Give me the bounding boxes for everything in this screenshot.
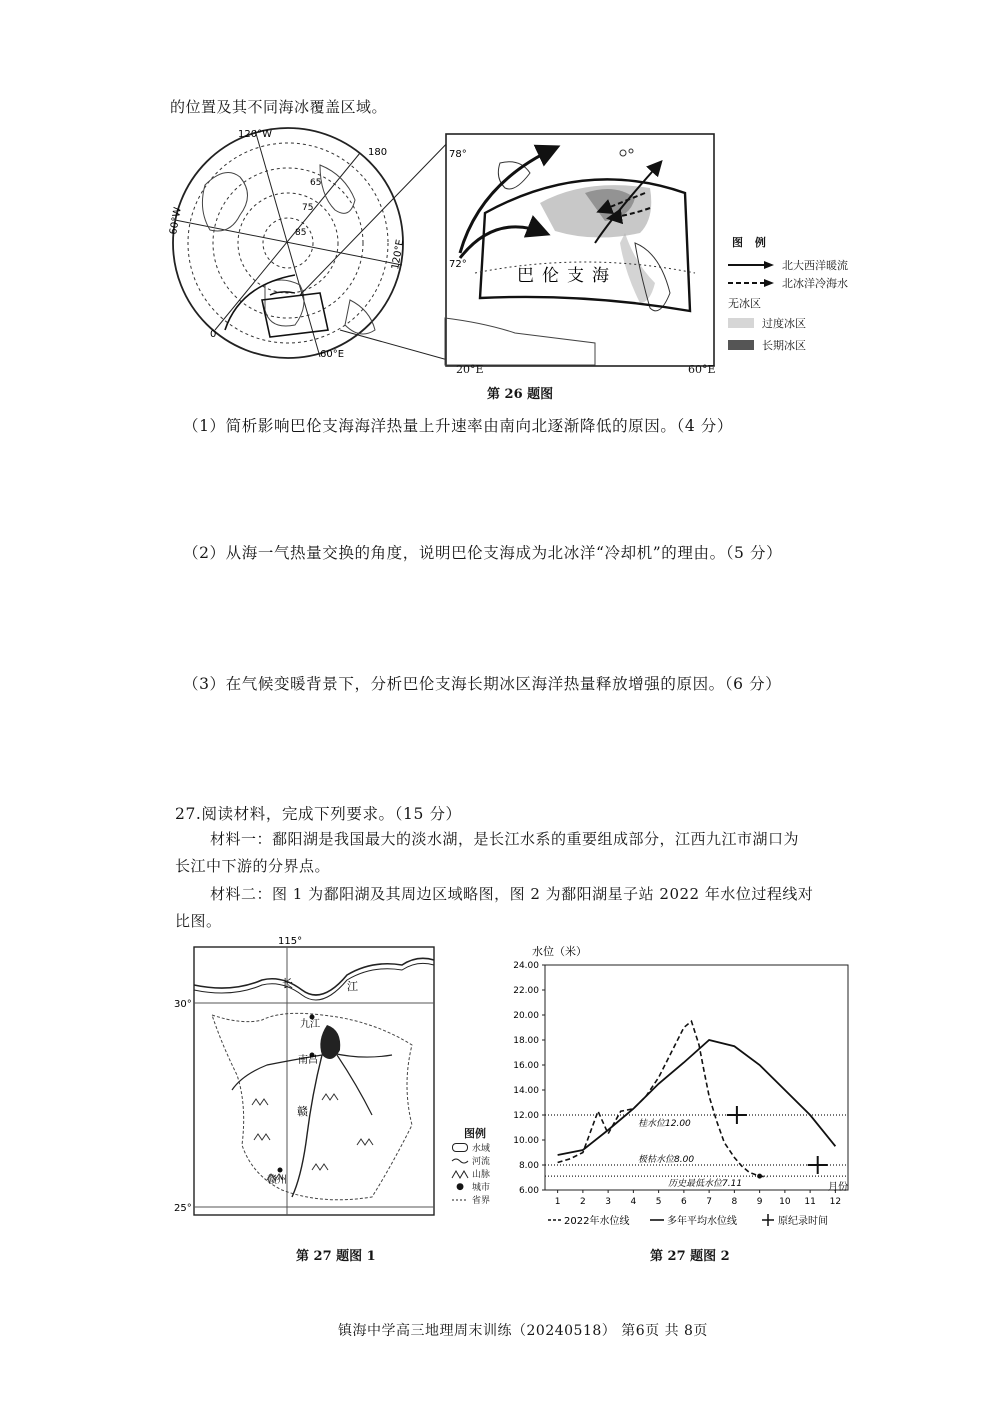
legend-item: 省界 xyxy=(452,1193,512,1206)
question-2: （2）从海一气热量交换的角度，说明巴伦支海成为北冰洋“冷却机”的理由。（5 分） xyxy=(183,544,783,562)
intro-line: 的位置及其不同海冰覆盖区域。 xyxy=(170,98,388,116)
dark-hatch-swatch xyxy=(728,340,754,350)
water-level-chart xyxy=(500,943,870,1233)
connector-lines xyxy=(300,130,460,370)
y-tick-label: 16.00 xyxy=(513,1061,539,1071)
legend-item: 河流 xyxy=(452,1154,512,1167)
lat-label: 78° xyxy=(449,149,467,160)
fig27-2-caption: 第 27 题图 2 xyxy=(650,1249,730,1264)
x-tick-label: 6 xyxy=(681,1197,687,1207)
lon-label: 120°E xyxy=(390,238,407,271)
plot-frame xyxy=(545,965,848,1190)
legend-item: 过度冰区 xyxy=(728,312,868,334)
sea-name: 巴伦支海 xyxy=(517,266,617,286)
fig26-caption: 第 26 题图 xyxy=(487,387,554,402)
solid-arrow-icon xyxy=(728,260,774,270)
barents-detail-map xyxy=(445,133,715,368)
x-tick-label: 12 xyxy=(829,1197,842,1207)
x-tick-label: 4 xyxy=(630,1197,637,1207)
x-tick-label: 2 xyxy=(580,1197,586,1207)
river-label: 江 xyxy=(347,980,358,993)
ref-label-hist: 历史最低水位7.11 xyxy=(668,1179,743,1189)
water-icon xyxy=(452,1143,468,1152)
page-footer: 镇海中学高三地理周末训练（20240518） 第6页 共 8页 xyxy=(338,1323,708,1339)
x-tick-label: 8 xyxy=(731,1197,738,1207)
y-tick-label: 6.00 xyxy=(518,1186,539,1196)
x-tick-label: 3 xyxy=(605,1197,611,1207)
city-dot-icon: ● xyxy=(456,1181,464,1192)
legend-item: 北冰洋冷海水 xyxy=(728,274,868,292)
legend-item: 水域 xyxy=(452,1141,512,1154)
city-label: 南昌 xyxy=(298,1055,318,1066)
y-tick-label: 14.00 xyxy=(513,1086,539,1096)
border-icon xyxy=(452,1196,468,1204)
x-tick-label: 1 xyxy=(554,1197,561,1207)
y-axis-label: 水位（米） xyxy=(532,945,587,958)
lat-label: 30° xyxy=(174,999,192,1010)
lat-label: 65 xyxy=(310,178,322,188)
historic-low-point xyxy=(757,1174,762,1179)
city-label: 九江 xyxy=(300,1019,320,1030)
lon-label: 60°E xyxy=(688,363,716,376)
lat-label: 85 xyxy=(295,228,307,238)
lat-label: 75 xyxy=(302,203,314,213)
legend-avg: 多年平均水位线 xyxy=(667,1216,737,1227)
material-2-line2: 比图。 xyxy=(175,912,222,930)
y-tick-label: 22.00 xyxy=(513,986,539,996)
fig26-legend xyxy=(728,234,868,356)
legend-item: 长期冰区 xyxy=(728,334,868,356)
light-hatch-swatch xyxy=(728,318,754,328)
series-2022-line xyxy=(558,1021,768,1177)
dashed-arrow-icon xyxy=(728,278,774,288)
x-tick-label: 11 xyxy=(804,1197,816,1207)
river-label: 赣 xyxy=(297,1105,308,1118)
city-label: 赣州 xyxy=(267,1175,287,1186)
river-icon xyxy=(452,1157,468,1165)
y-tick-label: 10.00 xyxy=(513,1136,539,1146)
material-1-line1: 材料一：鄱阳湖是我国最大的淡水湖，是长江水系的重要组成部分，江西九江市湖口为 xyxy=(210,830,800,848)
series-average-line xyxy=(558,1040,836,1155)
material-2-line1: 材料二：图 1 为鄱阳湖及其周边区域略图，图 2 为鄱阳湖星子站 2022 年水位过程线对 xyxy=(210,885,814,903)
lon-label: 60°E xyxy=(320,349,345,360)
x-tick-label: 10 xyxy=(779,1197,791,1207)
lat-label: 25° xyxy=(174,1203,192,1214)
ref-label-low: 极枯水位8.00 xyxy=(638,1155,695,1165)
y-tick-label: 8.00 xyxy=(518,1161,539,1171)
question-3: （3）在气候变暖背景下，分析巴伦支海长期冰区海洋热量释放增强的原因。（6 分） xyxy=(183,675,782,693)
question-1: （1）简析影响巴伦支海海洋热量上升速率由南向北逐渐降低的原因。（4 分） xyxy=(183,417,734,435)
legend-record: 原纪录时间 xyxy=(778,1216,828,1227)
y-tick-label: 18.00 xyxy=(513,1036,539,1046)
ref-label-warning: 桂水位12.00 xyxy=(638,1119,691,1129)
legend-item: 北大西洋暖流 xyxy=(728,256,868,274)
x-tick-label: 5 xyxy=(655,1197,662,1207)
q27-heading: 27.阅读材料，完成下列要求。（15 分） xyxy=(175,805,462,823)
fig27-1-legend: 图例 水域 河流 山脉 ● 城市 省界 xyxy=(452,1125,512,1206)
legend-2022: 2022年水位线 xyxy=(564,1216,630,1227)
lon-label: 20°E xyxy=(456,363,484,376)
mountain-icon xyxy=(452,1170,468,1178)
x-tick-label: 9 xyxy=(756,1197,763,1207)
y-tick-label: 24.00 xyxy=(513,961,539,971)
lon-label: 0 xyxy=(210,329,217,340)
x-tick-label: 7 xyxy=(706,1197,712,1207)
lat-label: 72° xyxy=(449,259,467,270)
legend-item: ● 城市 xyxy=(452,1180,512,1193)
lon-label: 115° xyxy=(278,936,303,947)
x-axis-unit: 月份 xyxy=(828,1182,848,1193)
lon-label: 180 xyxy=(368,147,388,158)
legend-item: 无冰区 xyxy=(728,297,761,310)
legend-title: 图 例 xyxy=(732,236,770,249)
river-label: 长 xyxy=(282,977,293,990)
fig27-1-caption: 第 27 题图 1 xyxy=(296,1249,376,1264)
material-1-line2: 长江中下游的分界点。 xyxy=(175,857,331,875)
y-tick-label: 12.00 xyxy=(513,1111,539,1121)
legend-item: 山脉 xyxy=(452,1167,512,1180)
y-tick-label: 20.00 xyxy=(513,1011,539,1021)
lon-label: 60°W xyxy=(168,206,184,236)
lon-label: 120°W xyxy=(238,129,272,140)
